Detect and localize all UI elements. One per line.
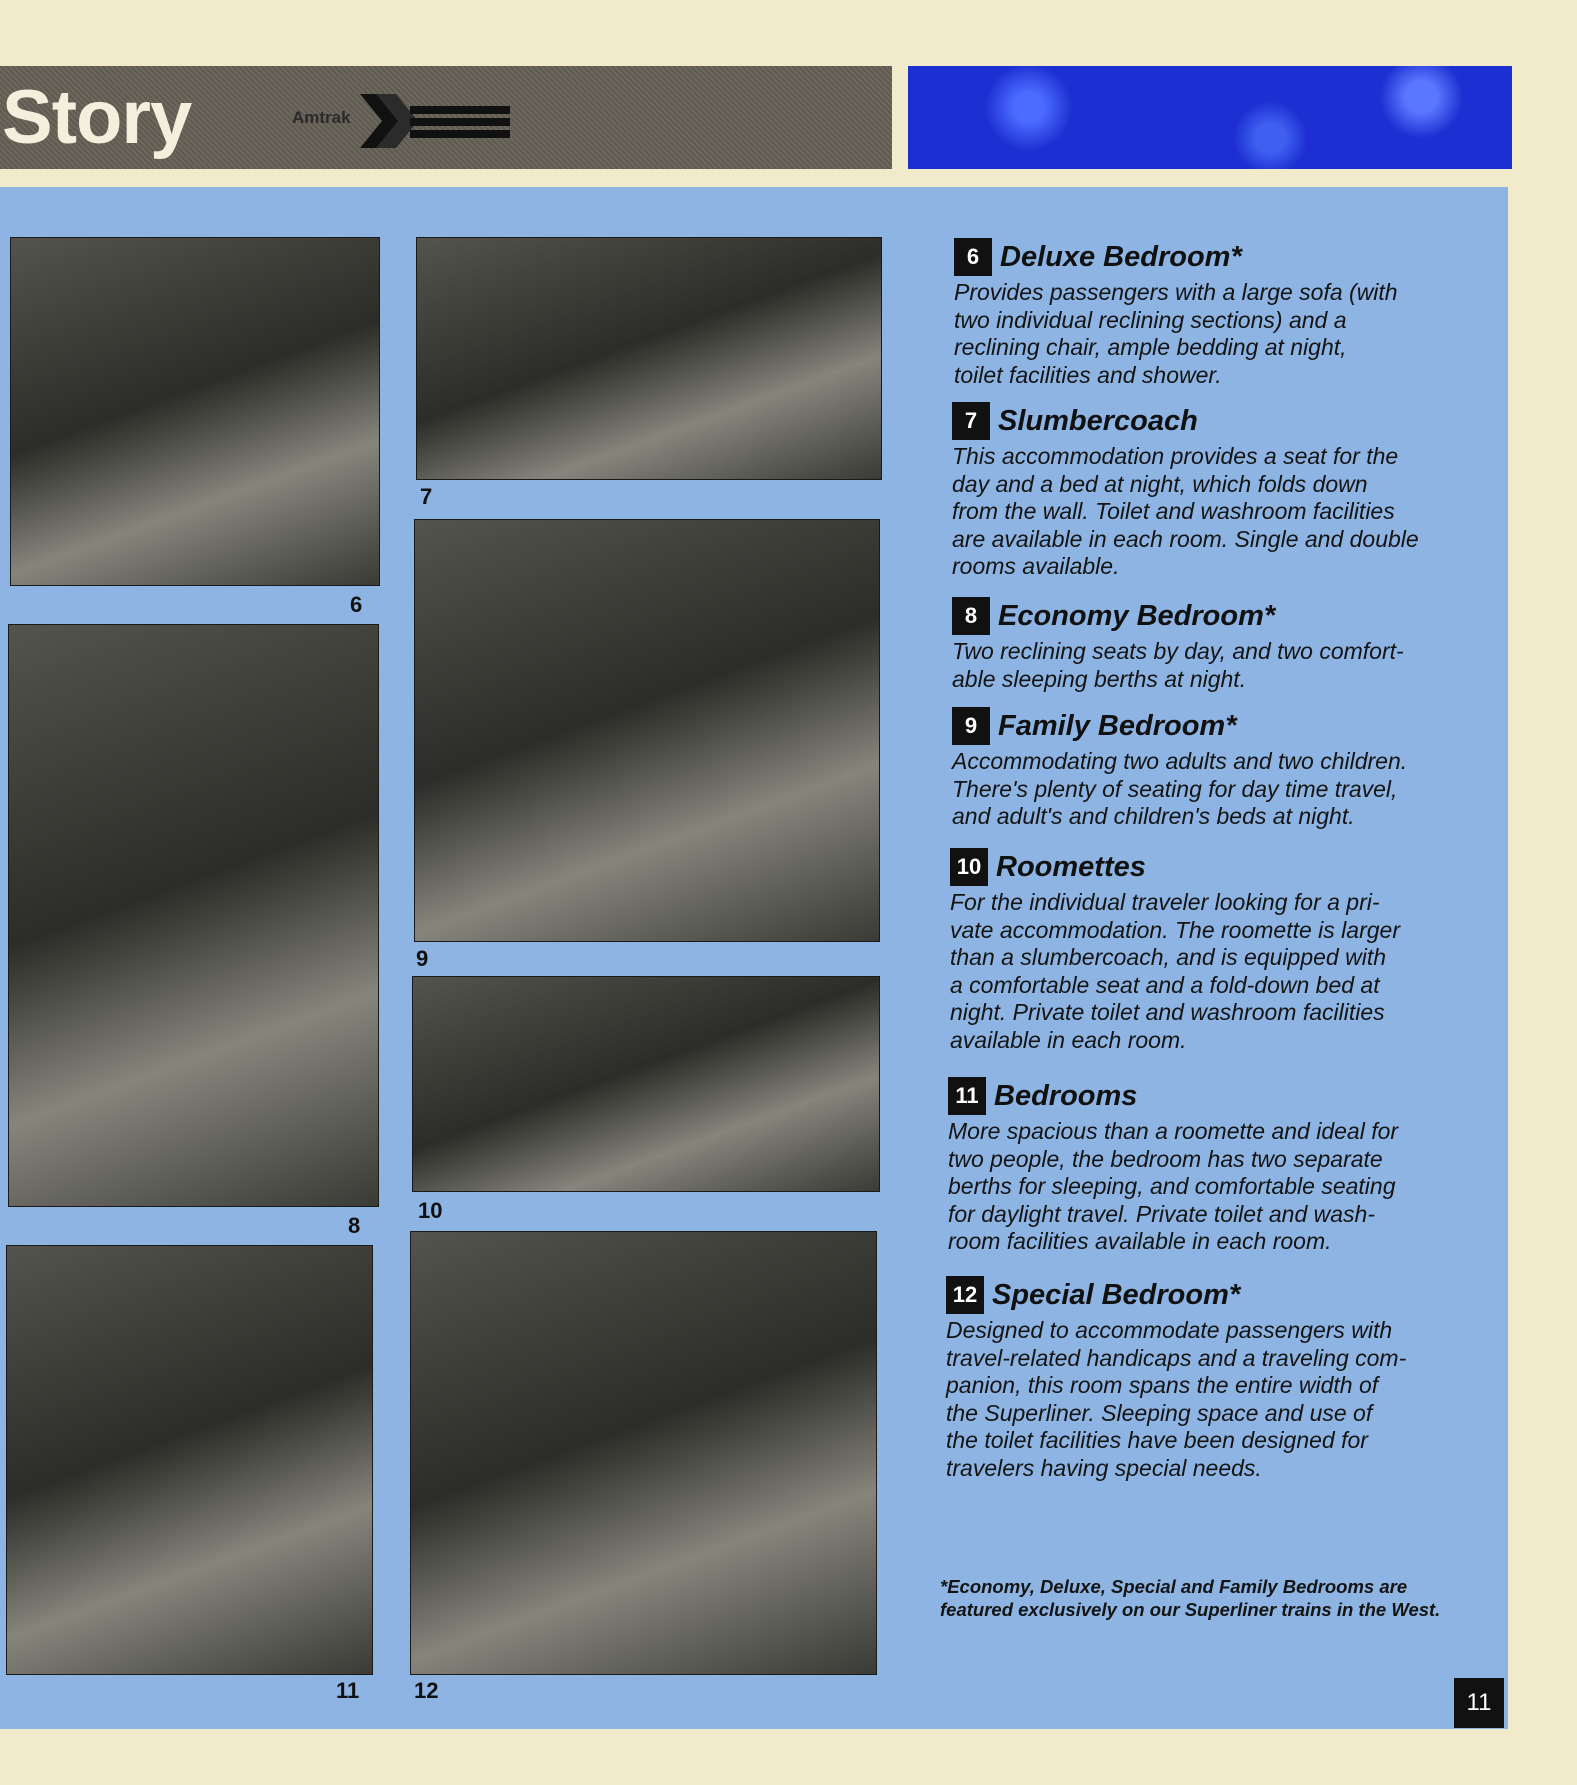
item-number-badge: 12 [946,1276,984,1314]
logo-wordmark: Amtrak [292,108,351,127]
description-line: This accommodation provides a seat for the [952,443,1399,469]
description-line: a comfortable seat and a fold-down bed at [950,971,1380,998]
item-description [948,1118,1488,1256]
item-deluxe-bedroom [954,237,1494,389]
item-title: Deluxe Bedroom* [1000,240,1242,273]
description-line: the Superliner. Sleeping space and use of [946,1399,1373,1426]
description-line: day and a bed at night, which folds down [952,470,1368,497]
photo-economy-bedroom [8,624,379,1207]
description-line: travel-related handicaps and a traveling com- [946,1344,1407,1371]
footnote-line: *Economy, Deluxe, Special and Family Bedrooms are [940,1576,1408,1597]
description-line: night. Private toilet and washroom facilities [950,999,1385,1025]
item-economy-bedroom [952,596,1492,693]
item-title: Special Bedroom* [992,1278,1241,1311]
photo-label: 6 [350,592,363,617]
amtrak-logo [292,92,522,150]
item-title: Roomettes [996,850,1146,883]
description-line: Designed to accommodate passengers with [946,1317,1393,1343]
item-bedrooms [948,1076,1488,1256]
item-number-badge: 11 [948,1077,986,1115]
photo-deluxe-bedroom [10,237,380,586]
photo-label: 9 [416,946,429,971]
blue-texture-banner [908,66,1512,169]
description-line: vate accommodation. The roomette is larger [950,916,1400,943]
description-line: are available in each room. Single and double [952,525,1419,552]
photo-family-bedroom [414,519,880,942]
item-slumbercoach [952,401,1492,581]
description-line: Accommodating two adults and two children. [952,748,1408,774]
description-line: There's plenty of seating for day time travel, [952,775,1398,802]
description-line: rooms available. [952,553,1120,579]
photo-bedrooms [6,1245,373,1675]
item-number-badge: 9 [952,707,990,745]
item-number-badge: 7 [952,402,990,440]
photo-label: 12 [414,1678,439,1703]
photo-label: 11 [336,1678,360,1703]
item-description [954,279,1494,389]
description-line: and adult's and children's beds at night. [952,803,1355,829]
item-special-bedroom [946,1275,1486,1482]
description-line: reclining chair, ample bedding at night, [954,334,1347,360]
description-line: two people, the bedroom has two separate [948,1145,1383,1172]
item-description [950,889,1490,1054]
description-line: For the individual traveler looking for a pri- [950,889,1380,915]
description-line: from the wall. Toilet and washroom facilities [952,498,1395,524]
item-title: Bedrooms [994,1079,1138,1112]
item-description [946,1317,1486,1482]
description-line: for daylight travel. Private toilet and wash- [948,1200,1375,1227]
footnote-line: featured exclusively on our Superliner trains in the West. [940,1599,1441,1620]
item-title: Economy Bedroom* [998,599,1276,632]
photo-roomettes [412,976,880,1192]
footnote [940,1575,1500,1621]
description-line: the toilet facilities have been designed for [946,1427,1368,1453]
description-line: room facilities available in each room. [948,1228,1332,1254]
item-number-badge: 6 [954,238,992,276]
description-line: berths for sleeping, and comfortable seating [948,1173,1396,1199]
page-number: 11 [1454,1678,1504,1728]
description-line: toilet facilities and shower. [954,361,1222,388]
item-description [952,443,1492,581]
description-line: than a slumbercoach, and is equipped with [950,944,1387,970]
item-family-bedroom [952,706,1492,831]
description-line: Two reclining seats by day, and two comfort- [952,638,1404,664]
description-line: More spacious than a roomette and ideal for [948,1118,1399,1144]
description-line: Provides passengers with a large sofa (with [954,279,1398,305]
item-title: Slumbercoach [998,404,1198,437]
item-title: Family Bedroom* [998,709,1237,742]
item-description [952,638,1492,693]
arrow-logo-icon [292,92,522,150]
photo-label: 7 [420,484,433,509]
item-roomettes [950,847,1490,1054]
photo-label: 8 [348,1213,361,1238]
description-line: panion, this room spans the entire width of [946,1372,1379,1398]
item-number-badge: 8 [952,597,990,635]
item-number-badge: 10 [950,848,988,886]
description-line: two individual reclining sections) and a [954,306,1347,333]
page-title: Story [2,75,192,160]
photo-slumbercoach [416,237,882,480]
photo-label: 10 [418,1198,443,1223]
description-line: available in each room. [950,1026,1187,1053]
description-line: travelers having special needs. [946,1454,1262,1481]
item-description [952,748,1492,831]
description-line: able sleeping berths at night. [952,665,1247,692]
photo-special-bedroom [410,1231,877,1675]
